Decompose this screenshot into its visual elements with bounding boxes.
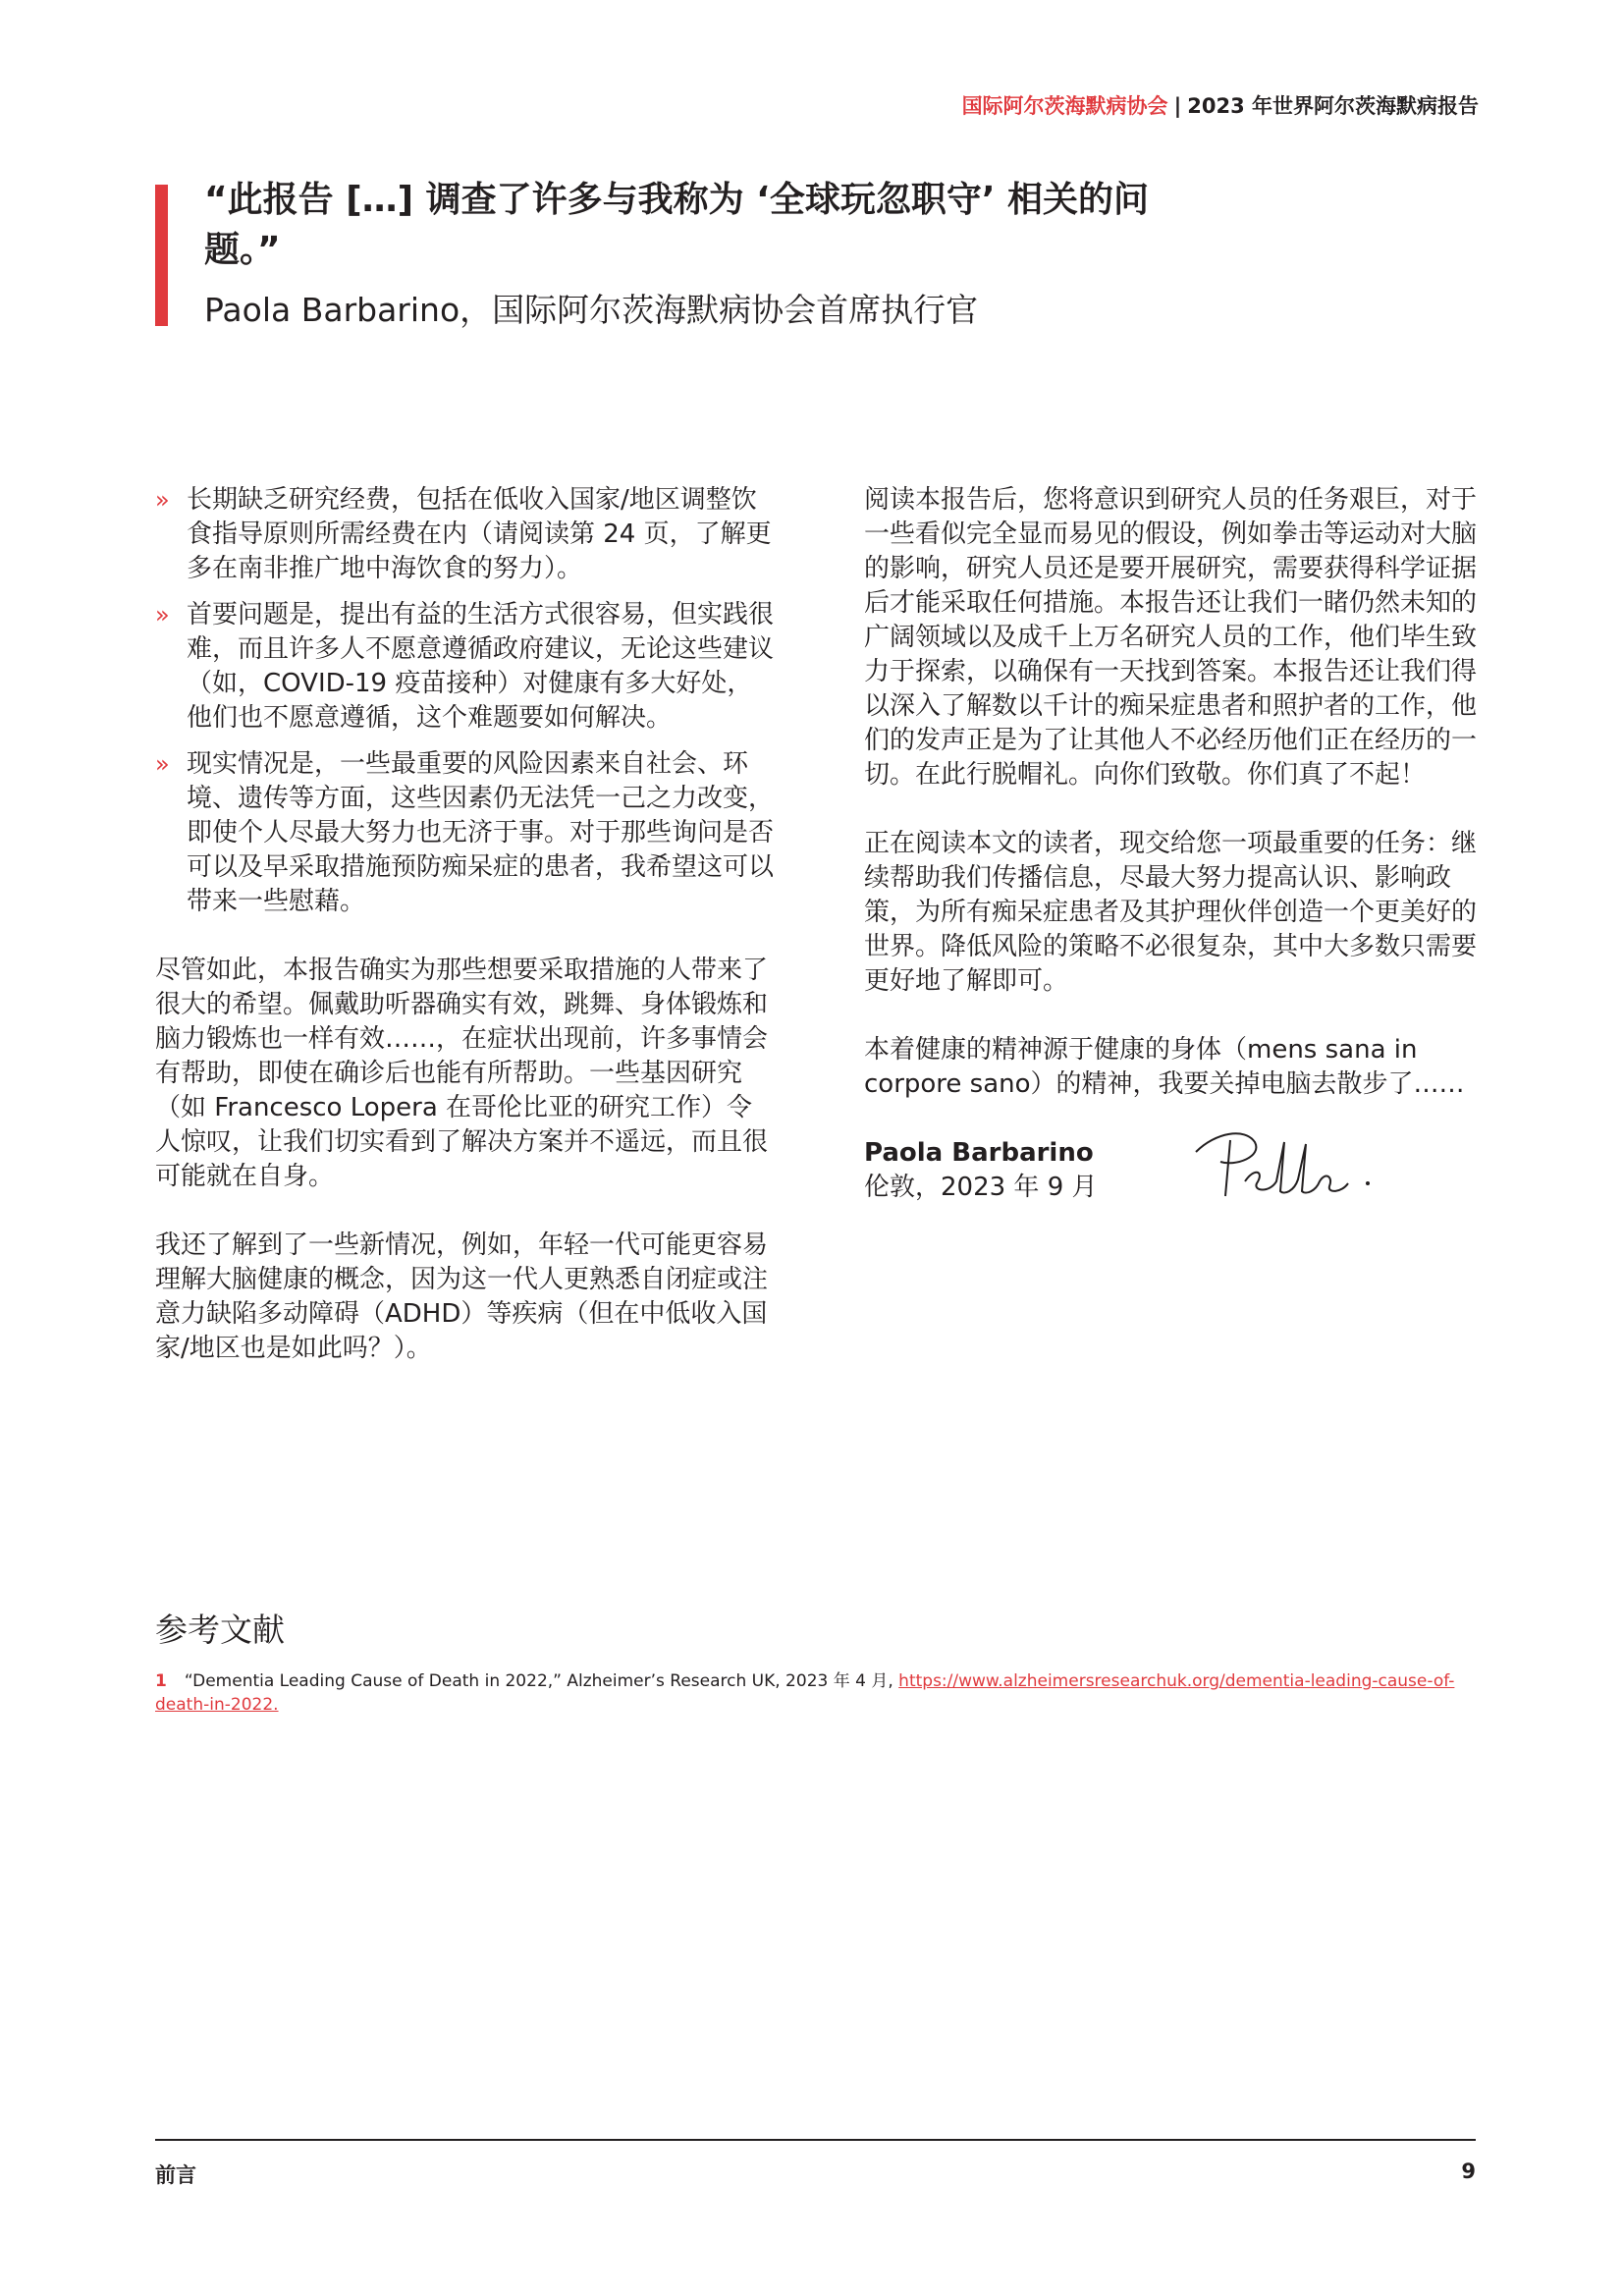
handwritten-signature-icon — [1186, 1122, 1382, 1213]
body-paragraph: 尽管如此，本报告确实为那些想要采取措施的人带来了很大的希望。佩戴助听器确实有效，跳舞、身体锻炼和脑力锻炼也一样有效……，在症状出现前，许多事情会有帮助，即使在确诊后也能有所帮助。一些基因研究（如 Francesco Lopera 在哥伦比亚的研究工作）令人惊叹，让我们切实看到了解决方案并不遥远，而且很可能就在自身。 — [155, 956, 769, 1191]
footer-divider — [155, 2139, 1476, 2141]
bullet-text: 现实情况是，一些最重要的风险因素来自社会、环境、遗传等方面，这些因素仍无法凭一己之力改变，即使个人尽最大努力也无济于事。对于那些询问是否可以及早采取措施预防痴呆症的患者，我希望这可以带来一些慰藉。 — [187, 749, 775, 916]
body-paragraph: 本着健康的精神源于健康的身体（mens sana in corpore sano）的精神，我要关掉电脑去散步了…… — [864, 1035, 1465, 1099]
reference-link[interactable]: https://www.alzheimersresearchuk.org/dementia-leading-cause-of-death-in-2022. — [155, 1671, 1455, 1715]
list-item — [155, 598, 776, 736]
reference-number: 1 — [155, 1671, 167, 1691]
quote-accent-bar — [155, 185, 168, 326]
bullet-list — [155, 483, 776, 919]
list-item — [155, 747, 776, 919]
bullet-text: 首要问题是，提出有益的生活方式很容易，但实践很难，而且许多人不愿意遵循政府建议，无论这些建议（如，COVID-19 疫苗接种）对健康有多大好处，他们也不愿意遵循，这个难题要如何解决。 — [187, 600, 775, 733]
right-column — [864, 483, 1483, 1205]
references-heading: 参考文献 — [155, 1611, 285, 1649]
pull-quote-attribution: Paola Barbarino，国际阿尔茨海默病协会首席执行官 — [204, 291, 979, 329]
page-number: 9 — [1461, 2159, 1476, 2183]
bullet-mark-icon: » — [155, 486, 170, 514]
signature-name: Paola Barbarino — [864, 1138, 1094, 1168]
header-org: 国际阿尔茨海默病协会 — [961, 94, 1168, 118]
header-separator: | — [1173, 94, 1182, 118]
signature-place-date: 伦敦，2023 年 9 月 — [864, 1173, 1098, 1202]
footer-section-label: 前言 — [155, 2163, 196, 2187]
body-paragraph: 正在阅读本文的读者，现交给您一项最重要的任务：继续帮助我们传播信息，尽最大努力提高认识、影响政策，为所有痴呆症患者及其护理伙伴创造一个更美好的世界。降低风险的策略不必很复杂，其中大多数只需要更好地了解即可。 — [864, 829, 1478, 996]
body-paragraph: 我还了解到了一些新情况，例如，年轻一代可能更容易理解大脑健康的概念，因为这一代人更熟悉自闭症或注意力缺陷多动障碍（ADHD）等疾病（但在中低收入国家/地区也是如此吗？）。 — [155, 1230, 769, 1363]
pull-quote: “此报告 […] 调查了许多与我称为 ‘全球玩忽职守’ 相关的问题。” — [204, 180, 1150, 270]
bullet-mark-icon: » — [155, 750, 170, 778]
running-header — [962, 90, 1479, 120]
reference-item — [155, 1669, 1490, 1717]
left-column — [155, 483, 776, 1400]
signature-block — [864, 1136, 1483, 1205]
reference-text: “Dementia Leading Cause of Death in 2022,” Alzheimer’s Research UK, 2023 年 4 月, — [184, 1671, 899, 1691]
body-paragraph: 阅读本报告后，您将意识到研究人员的任务艰巨，对于一些看似完全显而易见的假设，例如拳击等运动对大脑的影响，研究人员还是要开展研究，需要获得科学证据后才能采取任何措施。本报告还让我们一睹仍然未知的广阔领域以及成千上万名研究人员的工作，他们毕生致力于探索，以确保有一天找到答案。本报告还让我们得以深入了解数以千计的痴呆症患者和照护者的工作，他们的发声正是为了让其他人不必经历他们正在经历的一切。在此行脱帽礼。向你们致敬。你们真了不起！ — [864, 485, 1478, 790]
list-item — [155, 483, 776, 586]
header-report-title: 2023 年世界阿尔茨海默病报告 — [1187, 94, 1479, 118]
bullet-mark-icon: » — [155, 601, 170, 629]
bullet-text: 长期缺乏研究经费，包括在低收入国家/地区调整饮食指导原则所需经费在内（请阅读第 24 页，了解更多在南非推广地中海饮食的努力）。 — [187, 485, 772, 583]
